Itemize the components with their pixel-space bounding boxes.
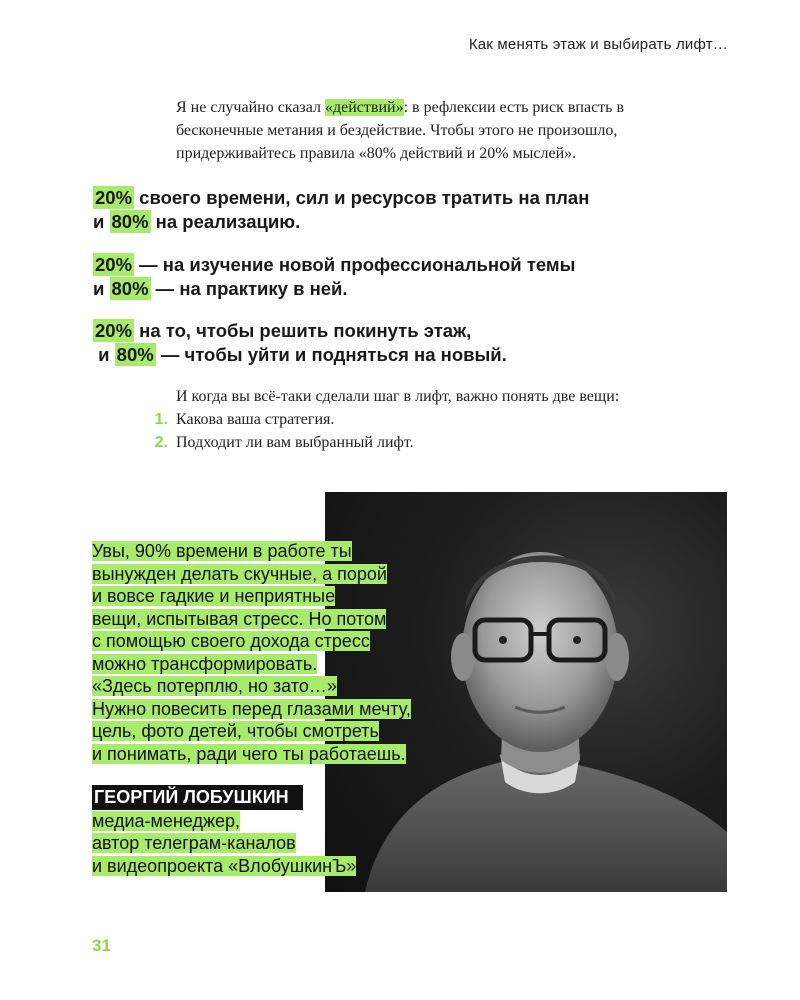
running-header: Как менять этаж и выбирать лифт…: [468, 36, 728, 53]
rule-1-percent-a: 20%: [95, 187, 133, 208]
quote-author: [92, 785, 356, 877]
rule-3-prefix-b: и: [93, 344, 115, 365]
step-number: 2.: [154, 434, 168, 451]
quote-line: «Здесь потерплю, но зато…»: [92, 676, 337, 696]
step-text: Подходит ли вам выбранный лифт.: [176, 434, 414, 451]
author-role-line: автор телеграм-каналов: [92, 833, 296, 853]
step-number: 1.: [154, 411, 168, 428]
rule-1-percent-b: 80%: [111, 211, 149, 232]
rule-3-text-a: на то, чтобы решить покинуть этаж,: [134, 320, 472, 341]
rule-1: [93, 186, 589, 234]
rule-3-percent-b: 80%: [116, 344, 154, 365]
rule-1-text-a: своего времени, сил и ресурсов тратить на план: [134, 187, 590, 208]
author-name: ГЕОРГИЙ ЛОБУШКИН: [92, 785, 303, 810]
rule-2-text-a: — на изучение новой профессиональной темы: [134, 254, 576, 275]
rule-1-prefix-b: и: [93, 211, 110, 232]
list-item: [150, 408, 414, 431]
rule-1-text-b: на реализацию.: [150, 211, 301, 232]
intro-text-2: : в рефлексии есть риск впасть в бесконечные метания и бездействие. Чтобы этого не произошло, придерживайтесь правила «80% действий и 20% мыслей».: [176, 99, 625, 162]
author-role: [92, 810, 356, 878]
quote-line: вещи, испытывая стресс. Но потом: [92, 608, 387, 629]
quote-line: цель, фото детей, чтобы смотреть: [92, 721, 379, 741]
quote-line: и понимать, ради чего ты работаешь.: [92, 743, 406, 764]
rule-2-percent-a: 20%: [95, 254, 133, 275]
list-item: [150, 431, 414, 454]
rule-3: [93, 319, 507, 367]
author-role-line: медиа-менеджер,: [92, 810, 241, 831]
rule-3-text-b: — чтобы уйти и подняться на новый.: [155, 344, 507, 365]
quote-line: вынужден делать скучные, а порой: [92, 563, 387, 584]
pull-quote: [92, 540, 411, 765]
quote-line: Увы, 90% времени в работе ты: [92, 541, 352, 561]
step-text: Какова ваша стратегия.: [176, 411, 335, 428]
steps-list: [150, 408, 414, 454]
intro-paragraph: [176, 96, 686, 165]
quote-line: с помощью своего дохода стресс: [92, 631, 370, 651]
rule-2-text-b: — на практику в ней.: [150, 278, 348, 299]
page-number: 31: [92, 936, 111, 955]
after-rules-text: И когда вы всё-таки сделали шаг в лифт, важно понять две вещи:: [176, 388, 620, 405]
intro-highlight: «действий»: [324, 99, 404, 116]
rule-2-prefix-b: и: [93, 278, 110, 299]
quote-line: Нужно повесить перед глазами мечту,: [92, 698, 411, 719]
author-role-line: и видеопроекта «ВлобушкинЪ»: [92, 855, 357, 876]
rule-2-percent-b: 80%: [111, 278, 149, 299]
quote-line: и вовсе гадкие и неприятные: [92, 586, 336, 606]
rule-3-percent-a: 20%: [95, 320, 133, 341]
quote-line: можно трансформировать.: [92, 653, 318, 674]
intro-text-1: Я не случайно сказал: [176, 99, 325, 116]
rule-2: [93, 253, 575, 301]
